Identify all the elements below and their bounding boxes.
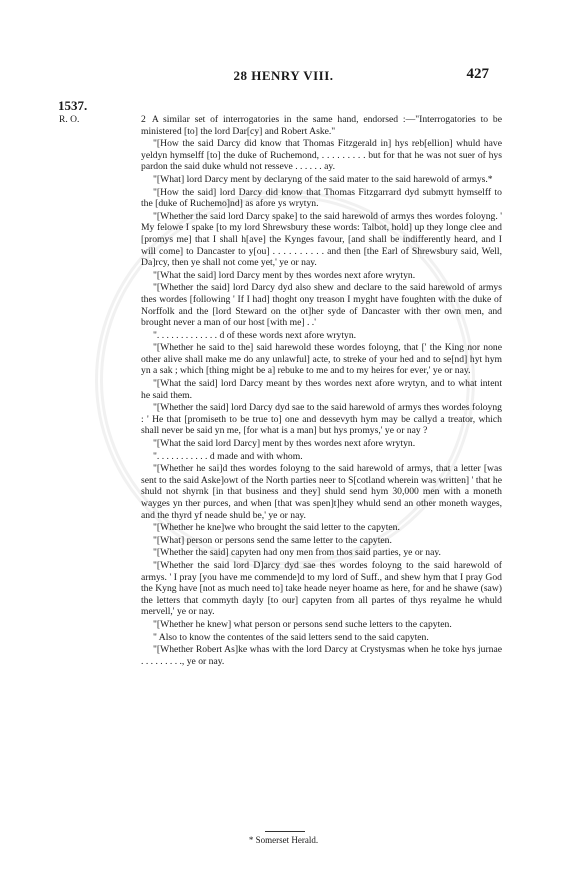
interrogatory-paragraph: "[Whether the said] capyten had ony men from thos said parties, ye or nay. [153,547,441,559]
footnote: * Somerset Herald. [248,835,319,845]
interrogatory-paragraph: "[What the said lord Darcy] ment by thes wordes next afore wrytyn. [153,438,416,450]
interrogatory-paragraph: "[Whether he knew] what person or persons send suche letters to the capyten. [153,618,452,630]
interrogatory-paragraph: "[What the said] lord Darcy meant by thes wordes next afore wrytyn, and to what intent he said them. [141,378,502,401]
interrogatory-paragraph: ". . . . . . . . . . . d made and with whom. [153,450,303,462]
interrogatory-paragraph: "[Whether the said] lord Darcy dyd also shew and declare to the said harewold of armys thes wordes [following ' If I had] thoght ony treason I myght have foughten with the duke of Norffolk and the [lord Steward on the ot]her syde of Dancaster with ther own men, and brought never a man of our host [with me] . .' [141,282,502,329]
interrogatory-paragraph: "[Whether the said lord D]arcy dyd sae thes wordes foloyng to the said harewold of armys. ' I pray [you have me commende]d to my lord of Suff., and shew hym that I pray God the Kyng have [not as much need to] take heade neyer hoame as here, for and he shawe (saw) the letters that commyth dayly [to our] capyten from all partes of thys reyalme he whuld mervell,' ye or nay. [141,559,502,618]
interrogatory-paragraph: " Also to know the contentes of the said letters send to the said capyten. [153,631,429,643]
running-head-title: 28 HENRY VIII. [233,68,334,83]
page-number: 427 [466,66,489,82]
entry-intro [141,114,502,137]
interrogatory-paragraph: "[Whether the said lord Darcy spake] to the said harewold of armys thes wordes foloyng. ' My felowe I spake [to my lord Shrewsbury these words: Talbot, hold] up they longe clee and [promys me] that I shall h[ave] the Kynges favour, [and shall be indifferently heard, and I will come] to Dancaster to y[ou] . . . . . . . . . . and then [the Earl of Shrewsbury said, Well, Da]rcy, then ye shall not come yet,' ye or nay. [141,210,502,269]
entry-intro-text: A similar set of interrogatories in the same hand, endorsed :—"Interrogatories to be ministered [to] the lord Dar[cy] and Robert Aske." [141,114,502,137]
interrogatory-paragraph: "[How the said Darcy did know that Thomas Fitzgerald in] hys reb[ellion] whuld have yeldyn hymselff [to] the duke of Ruchemond, . . . . . . . . . but for that he was not suer of hys pardon the said duke whuld not resseve . . . . . . ay. [141,138,502,173]
interrogatory-paragraph: "[Whether he sai]d thes wordes foloyng to the said harewold of armys, that a letter [was sent to the said Aske]owt of the North parties neer to S[cotland wherein was written] ' that he shuld not shyrnk [in that business and they] shuld send hym 30,000 men with a moneth wayges yn ther purces, and when [that was spen]t]hey whuld send an other moneth wayges, and the thyrd yf neade shuld be,' ye or nay. [141,463,502,521]
interrogatory-paragraph: "[What] person or persons send the same letter to the capyten. [153,534,392,546]
interrogatory-paragraph: "[What the said] lord Darcy ment by thes wordes next afore wrytyn. [153,269,416,281]
interrogatory-paragraph: "[Whether the said] lord Darcy dyd sae to the said harewold of armys thes wordes foloyng : ' He that [promiseth to be true to] one and dessevyth hym may be callyd a treator, which shall never be said yn me, [for what is a man] but hys promys,' ye or nay ? [141,402,502,437]
interrogatory-paragraph: ". . . . . . . . . . . . . d of these words next afore wrytyn. [153,329,357,341]
margin-year: 1537. [58,98,88,113]
interrogatory-paragraph: "[Whether he kne]we who brought the said letter to the capyten. [153,522,400,534]
interrogatory-paragraph: "[Whether Robert As]ke whas with the lord Darcy at Crystysmas when he toke hys jurnae . . . . . . . . ., ye or nay. [141,644,502,667]
running-head [0,68,567,86]
entry-body [141,114,502,667]
interrogatory-paragraph: "[Whether he said to the] said harewold these wordes foloyng, that [' the King nor none other alive shall make me do any unlawful] acte, to streke of your hed and to se[nd] hyt hym yn a sak ; which [thing might be a] rebuke to me and to my heires for ever,' ye or nay. [141,342,502,377]
interrogatory-paragraph: "[How the said] lord Darcy did know that Thomas Fitzgarrard dyd submytt hymselff to the [duke of Ruchemo]nd] as afore ys wrytyn. [141,186,502,210]
entry-number: 2 [141,114,146,125]
margin-source: R. O. [59,115,80,125]
footnote-rule [265,831,305,832]
interrogatory-paragraph: "[What] lord Darcy ment by declaryng of the said mater to the said harewold of armys.* [153,173,493,185]
